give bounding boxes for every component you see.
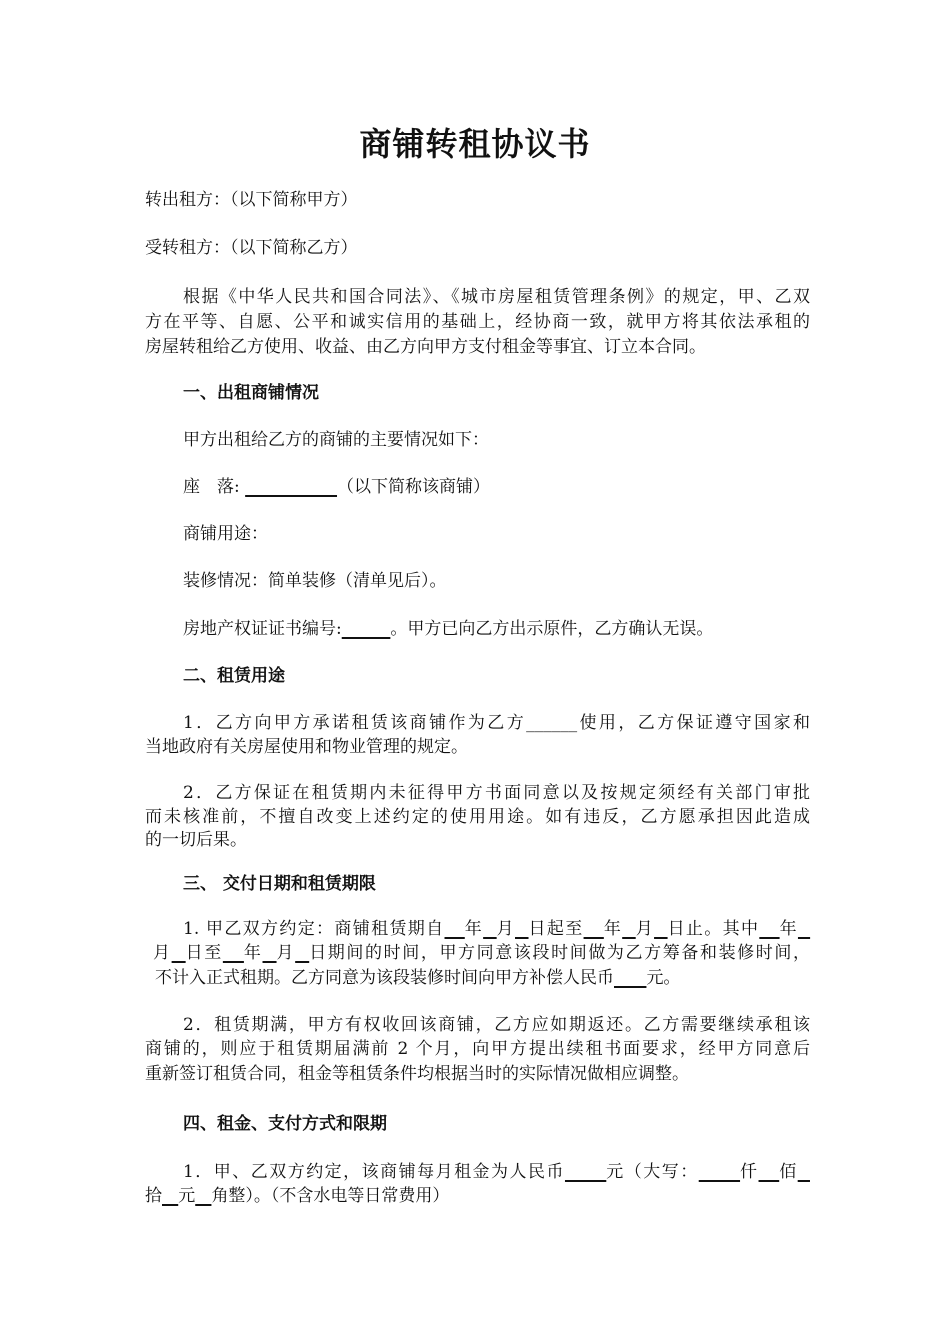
preamble-line-2: 方在平等、自愿、公平和诚实信用的基础上，经协商一致，就甲方将其依法承租的 [145,312,810,332]
s4-p1-line-1 [183,1160,810,1184]
blank [445,919,465,939]
s2-p2-line-1: 2．乙方保证在租赁期内未征得甲方书面同意以及按规定须经有关部门审批 [183,783,810,803]
text-fragment: 元。 [646,968,681,988]
text-fragment: 角整）。（不含水电等日常费用） [211,1186,450,1206]
preamble-line-3: 房屋转租给乙方使用、收益、由乙方向甲方支付租金等事宜、订立本合同。 [145,337,706,357]
s3-p1-line-2 [153,941,810,965]
blank [622,919,636,939]
blank [263,943,277,963]
text-fragment: 日至 [185,943,223,963]
text-fragment: 月 [496,919,515,939]
blank [223,943,244,963]
text-fragment: 元（大写： [606,1162,699,1182]
s2-p2-line-3: 的一切后果。 [145,830,247,850]
text-fragment: 年 [243,943,263,963]
s2-p2-line-2: 而未核准前，不擅自改变上述约定的使用用途。如有违反，乙方愿承担因此造成 [145,807,810,827]
text-fragment: 佰 [779,1162,798,1182]
s3-p2-line-3: 重新签订租赁合同，租金等租赁条件均根据当时的实际情况做相应调整。 [145,1064,689,1084]
blank [614,968,646,988]
text-fragment: 1．甲、乙双方约定，该商铺每月租金为人民币 [183,1162,565,1182]
s2-p1-line-2: 当地政府有关房屋使用和物业管理的规定。 [145,737,468,757]
blank [172,943,186,963]
location-suffix: （以下简称该商铺） [337,477,491,497]
text-fragment: 拾 [145,1186,162,1206]
blank [162,1186,178,1206]
location-line [183,475,848,499]
location-blank [245,477,337,497]
text-fragment: 仟 [740,1162,759,1182]
text-fragment: 日止。其中 [667,919,760,939]
section-2-heading: 二、租赁用途 [183,666,285,686]
text-fragment: 月 [635,919,655,939]
s3-p1-line-1 [183,917,810,941]
text-fragment: 不计入正式租期。乙方同意为该段装修时间向甲方补偿人民币 [155,968,614,988]
location-label: 座 落: [183,477,246,497]
transferee-line: 受转租方：（以下简称乙方） [145,238,358,258]
blank [515,919,529,939]
blank [654,919,668,939]
certificate-suffix: 。甲方已向乙方出示原件，乙方确认无误。 [390,619,714,639]
s4-p1-line-2 [145,1184,810,1208]
blank [699,1162,740,1182]
text-fragment: 年 [464,919,484,939]
document-title: 商铺转租协议书 [359,125,591,163]
blank [483,919,497,939]
blank [798,1162,810,1182]
certificate-label: 房地产权证证书编号: [183,619,342,639]
s3-p2-line-1: 2．租赁期满，甲方有权收回该商铺，乙方应如期返还。乙方需要继续承租该 [183,1015,810,1035]
blank [759,919,779,939]
text-fragment: 年 [779,919,798,939]
section-1-intro: 甲方出租给乙方的商铺的主要情况如下： [183,430,489,450]
s3-p1-line-3 [155,966,820,990]
s2-p1-line-1: 1．乙方向甲方承诺租赁该商铺作为乙方______使用，乙方保证遵守国家和 [183,713,810,733]
s3-p2-line-2: 商铺的，则应于租赁期届满前 2 个月，向甲方提出续租书面要求，经甲方同意后 [145,1039,810,1059]
section-1-heading: 一、出租商铺情况 [183,383,319,403]
certificate-line [183,617,848,641]
section-3-heading: 三、 交付日期和租赁期限 [183,874,376,894]
section-4-heading: 四、租金、支付方式和限期 [183,1114,387,1134]
text-fragment: 元 [178,1186,196,1206]
text-fragment: 月 [153,943,172,963]
blank [798,919,810,939]
transferor-line: 转出租方：（以下简称甲方） [145,190,358,210]
text-fragment: 1. 甲乙双方约定：商铺租赁期自 [183,919,445,939]
blank [584,919,604,939]
blank [565,1162,606,1182]
blank [295,943,309,963]
text-fragment: 年 [603,919,623,939]
text-fragment: 日起至 [528,919,584,939]
preamble-line-1: 根据《中华人民共和国合同法》、《城市房屋租赁管理条例》的规定，甲、乙双 [183,287,810,307]
decoration-line: 装修情况：简单装修（清单见后）。 [183,571,447,591]
blank [195,1186,211,1206]
blank [759,1162,780,1182]
text-fragment: 日期间的时间，甲方同意该段时间做为乙方筹备和装修时间， [309,943,811,963]
certificate-blank [342,619,391,639]
text-fragment: 月 [276,943,296,963]
shop-use-line: 商铺用途： [183,524,268,544]
